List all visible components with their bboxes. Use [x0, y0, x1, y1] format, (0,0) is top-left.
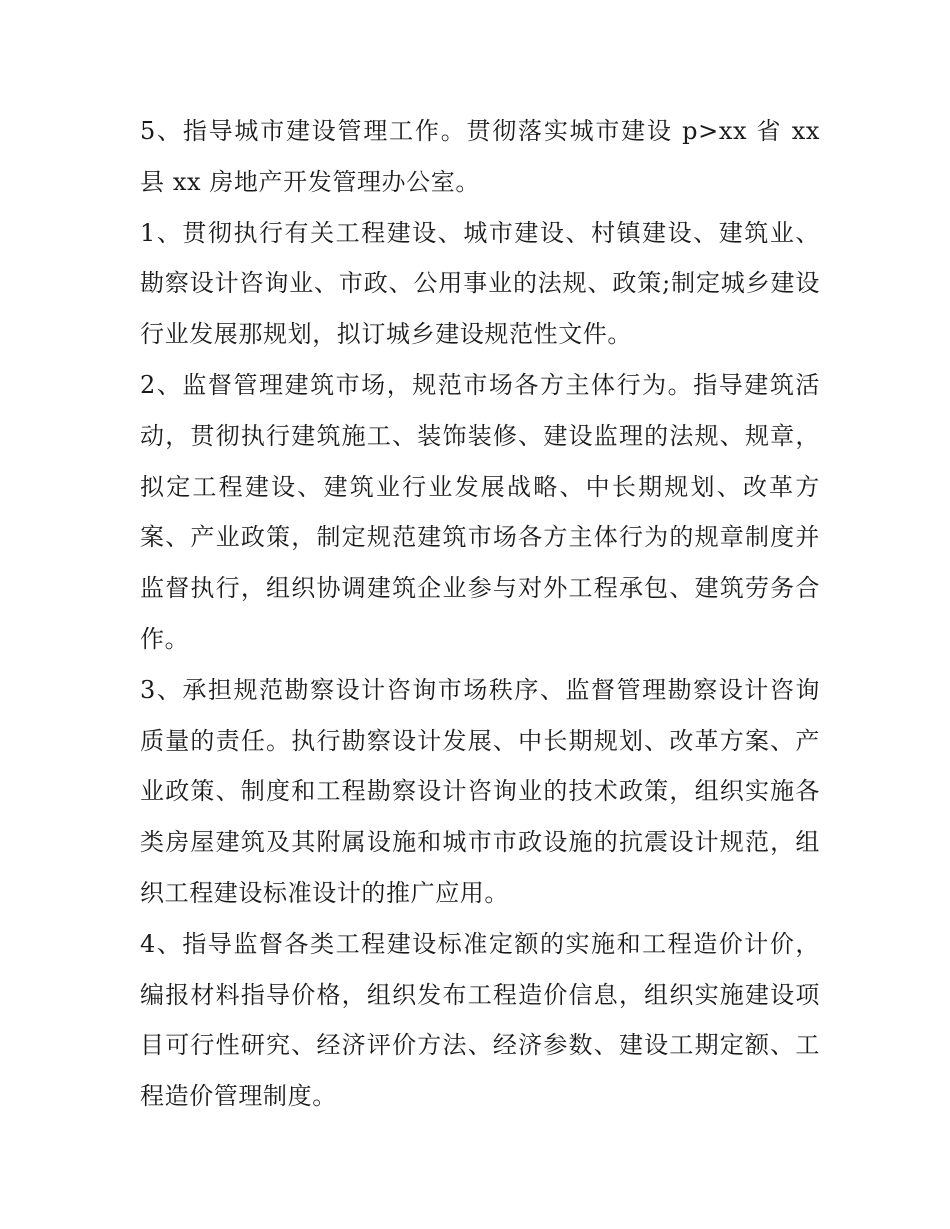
paragraph-item-1: 1、贯彻执行有关工程建设、城市建设、村镇建设、建筑业、勘察设计咨询业、市政、公用事业的法规、政策;制定城乡建设行业发展那规划，拟订城乡建设规范性文件。: [140, 218, 820, 349]
paragraph-item-5-intro: 5、指导城市建设管理工作。贯彻落实城市建设 p>xx 省 xx 县 xx 房地产开发管理办公室。: [140, 117, 820, 196]
paragraph-item-4: 4、指导监督各类工程建设标准定额的实施和工程造价计价，编报材料指导价格，组织发布工程造价信息，组织实施建设项目可行性研究、经济评价方法、经济参数、建设工期定额、工程造价管理制度。: [140, 929, 820, 1111]
document-page: [140, 106, 820, 1122]
paragraph-item-3: 3、承担规范勘察设计咨询市场秩序、监督管理勘察设计咨询质量的责任。执行勘察设计发展、中长期规划、改革方案、产业政策、制度和工程勘察设计咨询业的技术政策，组织实施各类房屋建筑及其附属设施和城市市政设施的抗震设计规范，组织工程建设标准设计的推广应用。: [140, 675, 820, 907]
paragraph-item-2: 2、监督管理建筑市场，规范市场各方主体行为。指导建筑活动，贯彻执行建筑施工、装饰装修、建设监理的法规、规章，拟定工程建设、建筑业行业发展战略、中长期规划、改革方案、产业政策，制定规范建筑市场各方主体行为的规章制度并监督执行，组织协调建筑企业参与对外工程承包、建筑劳务合作。: [140, 370, 820, 653]
